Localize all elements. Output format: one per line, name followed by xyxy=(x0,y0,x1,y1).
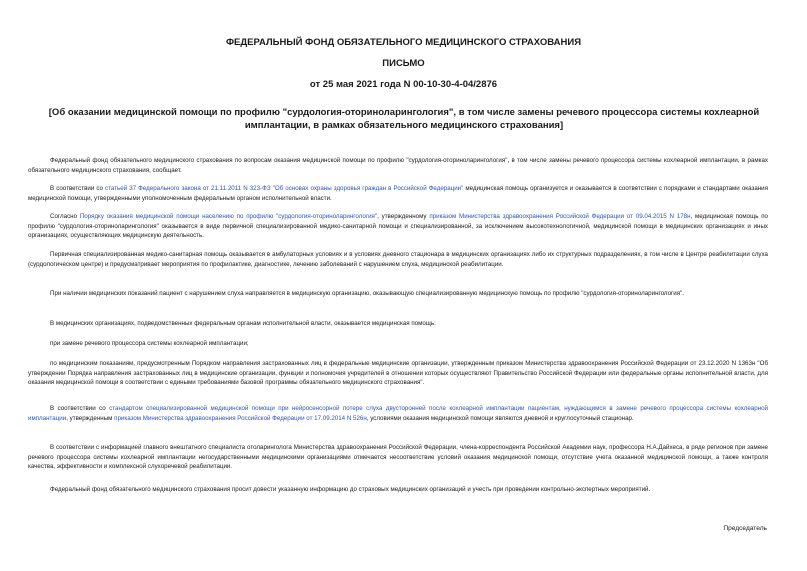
paragraph-1: Федеральный фонд обязательного медицинского страхования по вопросам оказания медицинской помощи по профилю "сурдология-оториноларингология", в том числе замены речевого процессора системы кохлеарной имплантации, в рамках обязательного медицинского страхования, сообщает. xyxy=(28,157,768,174)
paragraph-3-text-a: Согласно xyxy=(50,213,80,220)
org-title: ФЕДЕРАЛЬНЫЙ ФОНД ОБЯЗАТЕЛЬНОГО МЕДИЦИНСКОГО СТРАХОВАНИЯ xyxy=(225,37,582,48)
order-178n-link[interactable]: приказом Министерства здравоохранения Российской Федерации от 09.04.2015 N 178н xyxy=(429,213,691,220)
paragraph-9 xyxy=(28,404,768,423)
paragraph-9-text-a: В соответствии со xyxy=(50,405,110,412)
paragraph-3-text-b: , утвержденному xyxy=(377,213,430,220)
paragraph-2 xyxy=(28,184,768,203)
paragraph-3-text-c: , медицинская помощь по профилю "сурдология-оториноларингология" оказывается в виде первичной специализированной медико-санитарной помощи и специализированной, за исключением высокотехнологичной, медицинской помощи в медицинских организациях и иных организациях, осуществляющих медицинскую деятельность. xyxy=(28,213,768,240)
standard-link[interactable]: стандартом специализированной медицинской помощи при нейросенсорной потере слуха двусторонней после кохлеарной имплантации пациентам, нуждающимся в замене речевого процессора системы кохлеарной имплантации xyxy=(28,405,768,422)
procedure-link[interactable]: Порядку оказания медицинской помощи населению по профилю "сурдология-оториноларингология" xyxy=(79,213,378,220)
paragraph-11: Федеральный фонд обязательного медицинского страхования просит довести указанную информацию до страховых медицинских организаций и учесть при проведении контрольно-экспертных мероприятий. xyxy=(50,486,651,493)
paragraph-2-text-a: В соответствии со xyxy=(50,185,106,192)
paragraph-6: В медицинских организациях, подведомственных федеральным органам исполнительной власти, оказывается медицинская помощь: xyxy=(50,320,436,327)
order-526n-link[interactable]: приказом Министерства здравоохранения Российской Федерации от 17.09.2014 N 526н xyxy=(114,414,367,422)
paragraph-8: по медицинским показаниям, предусмотренным Порядком направления застрахованных лиц в федеральные медицинские организации, утвержденным приказом Министерства здравоохранения Российской Федерации от 23.12.2020 N 1363н "Об утверждении Порядка направления застрахованных лиц в медицинские организации, функции и полномочия учредителей в отношении которых осуществляют Правительство Российской Федерации или федеральные органы исполнительной власти, для оказания медицинской помощи в соответствии с едиными требованиями базовой программы обязательного медицинского страхования". xyxy=(28,360,768,387)
paragraph-3 xyxy=(28,212,768,241)
paragraph-7: при замене речевого процессора системы кохлеарной имплантации; xyxy=(50,340,249,347)
paragraph-4: Первичная специализированная медико-санитарная помощь оказывается в амбулаторных условиях и в условиях дневного стационара в медицинских организациях либо их структурных подразделениях, в том числе в Центре реабилитации слуха (сурдологическом центре) и предусматривает мероприятия по профилактике, диагностике, лечению заболеваний с нарушением слуха, медицинской реабилитации. xyxy=(28,251,768,268)
paragraph-10: В соответствии с информацией главного внештатного специалиста отоларинголога Министерства здравоохранения Российской Федерации, члена-корреспондента Российской Академии наук, профессора Н.А.Дайхеса, в ряде регионов при замене речевого процессора системы кохлеарной имплантации негосударственными медицинскими организациями отмечается несоответствие условий оказания медицинской помощи, отсутствие учета оказанной медицинской помощи, а также контроля качества, эффективности и комплексной слухоречевой реабилитации. xyxy=(28,444,768,471)
signature-title: Председатель xyxy=(723,525,767,532)
paragraph-9-text-c: , условиями оказания медицинской помощи являются дневной и круглосуточный стационар. xyxy=(366,414,634,422)
law-323-link[interactable]: статьей 37 Федерального закона от 21.11.2011 N 323-ФЗ "Об основах охраны здоровья граждан в Российской Федерации" xyxy=(105,185,464,192)
paragraph-9-text-b: , утвержденным xyxy=(66,414,115,422)
paragraph-5: При наличии медицинских показаний пациент с нарушением слуха направляется в медицинскую организацию, оказывающую специализированную медицинскую помощь по профилю "сурдология-оториноларингология". xyxy=(50,290,685,297)
doc-date-number: от 25 мая 2021 года N 00-10-30-4-04/2876 xyxy=(309,79,498,90)
doc-subject: [Об оказании медицинской помощи по профилю "сурдология-оториноларингология", в том числе замены речевого процессора системы кохлеарной имплантации, в рамках обязательного медицинского страхования] xyxy=(48,107,760,131)
paragraph-2-text-b: медицинская помощь организуется и оказывается в соответствии с порядками и стандартами оказания медицинской помощи, утвержденными уполномоченным федеральным органом исполнительной власти. xyxy=(28,185,768,202)
doc-type: ПИСЬМО xyxy=(382,58,425,69)
